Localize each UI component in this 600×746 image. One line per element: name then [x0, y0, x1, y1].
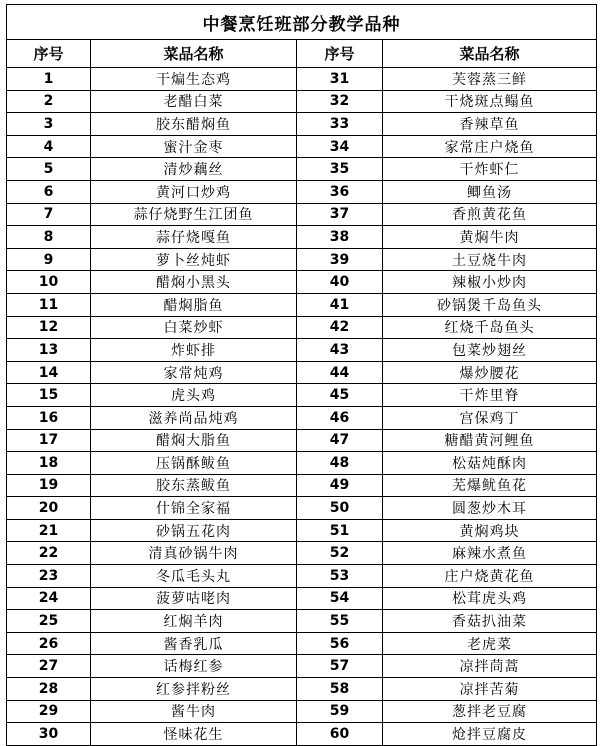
cell-seq-left: 8 — [7, 226, 91, 249]
table-row — [7, 90, 597, 113]
cell-seq-right: 60 — [297, 723, 383, 746]
cell-seq-left: 15 — [7, 384, 91, 407]
table-row — [7, 339, 597, 362]
cell-dish-right: 炝拌豆腐皮 — [383, 723, 597, 746]
cell-seq-left: 22 — [7, 542, 91, 565]
cell-dish-left: 压锅酥鲅鱼 — [91, 452, 297, 475]
cell-seq-left: 25 — [7, 610, 91, 633]
cell-dish-left: 怪味花生 — [91, 723, 297, 746]
cell-seq-left: 26 — [7, 632, 91, 655]
cell-dish-right: 麻辣水煮鱼 — [383, 542, 597, 565]
cell-seq-right: 31 — [297, 68, 383, 91]
cell-seq-left: 24 — [7, 587, 91, 610]
cell-dish-right: 干炸虾仁 — [383, 158, 597, 181]
cell-dish-right: 砂锅煲千岛鱼头 — [383, 293, 597, 316]
cell-dish-left: 菠萝咕咾肉 — [91, 587, 297, 610]
table-body — [7, 68, 597, 746]
cell-seq-right: 33 — [297, 113, 383, 136]
cell-dish-left: 酱牛肉 — [91, 700, 297, 723]
header-seq-left: 序号 — [7, 40, 91, 68]
cell-dish-left: 醋焖脂鱼 — [91, 293, 297, 316]
cell-dish-left: 酱香乳瓜 — [91, 632, 297, 655]
table-row — [7, 203, 597, 226]
cell-seq-left: 1 — [7, 68, 91, 91]
cell-dish-left: 干煸生态鸡 — [91, 68, 297, 91]
cell-dish-right: 圆葱炒木耳 — [383, 497, 597, 520]
cell-seq-right: 56 — [297, 632, 383, 655]
cell-dish-left: 老醋白菜 — [91, 90, 297, 113]
cell-dish-left: 话梅红参 — [91, 655, 297, 678]
cell-dish-right: 黄焖牛肉 — [383, 226, 597, 249]
cell-dish-left: 胶东醋焖鱼 — [91, 113, 297, 136]
cell-dish-right: 干炸里脊 — [383, 384, 597, 407]
cell-dish-left: 醋焖小黑头 — [91, 271, 297, 294]
table-row — [7, 361, 597, 384]
table-row — [7, 271, 597, 294]
cell-dish-right: 糖醋黄河鲤鱼 — [383, 429, 597, 452]
cell-seq-left: 11 — [7, 293, 91, 316]
cell-dish-left: 红焖羊肉 — [91, 610, 297, 633]
table-row — [7, 700, 597, 723]
cell-seq-left: 19 — [7, 474, 91, 497]
table-row — [7, 519, 597, 542]
header-dish-left: 菜品名称 — [91, 40, 297, 68]
table-row — [7, 542, 597, 565]
cell-seq-right: 48 — [297, 452, 383, 475]
cell-dish-right: 干烧斑点鳎鱼 — [383, 90, 597, 113]
cell-dish-right: 香煎黄花鱼 — [383, 203, 597, 226]
table-row — [7, 497, 597, 520]
cell-seq-right: 36 — [297, 180, 383, 203]
cell-seq-left: 20 — [7, 497, 91, 520]
table-row — [7, 406, 597, 429]
table-row — [7, 723, 597, 746]
cell-seq-left: 14 — [7, 361, 91, 384]
table-row — [7, 452, 597, 475]
cell-seq-right: 46 — [297, 406, 383, 429]
cell-dish-left: 白菜炒虾 — [91, 316, 297, 339]
table-row — [7, 293, 597, 316]
cell-seq-right: 49 — [297, 474, 383, 497]
cell-seq-left: 13 — [7, 339, 91, 362]
table-row — [7, 384, 597, 407]
cell-dish-right: 凉拌茼蒿 — [383, 655, 597, 678]
table-row — [7, 429, 597, 452]
table-row — [7, 655, 597, 678]
cell-dish-right: 芜爆鱿鱼花 — [383, 474, 597, 497]
cell-seq-right: 45 — [297, 384, 383, 407]
cell-seq-right: 57 — [297, 655, 383, 678]
cell-seq-right: 32 — [297, 90, 383, 113]
cell-dish-right: 松茸虎头鸡 — [383, 587, 597, 610]
menu-sheet — [6, 4, 596, 746]
table-row — [7, 587, 597, 610]
cell-dish-right: 香菇扒油菜 — [383, 610, 597, 633]
cell-seq-left: 21 — [7, 519, 91, 542]
cell-dish-left: 黄河口炒鸡 — [91, 180, 297, 203]
cell-dish-left: 清炒藕丝 — [91, 158, 297, 181]
cell-seq-left: 16 — [7, 406, 91, 429]
cell-seq-right: 54 — [297, 587, 383, 610]
cell-dish-right: 红烧千岛鱼头 — [383, 316, 597, 339]
cell-seq-left: 2 — [7, 90, 91, 113]
cell-seq-right: 39 — [297, 248, 383, 271]
cell-seq-right: 43 — [297, 339, 383, 362]
cell-dish-right: 爆炒腰花 — [383, 361, 597, 384]
table-row — [7, 678, 597, 701]
cell-dish-left: 冬瓜毛头丸 — [91, 565, 297, 588]
table-row — [7, 226, 597, 249]
cell-dish-right: 松菇炖酥肉 — [383, 452, 597, 475]
header-seq-right: 序号 — [297, 40, 383, 68]
cell-dish-right: 庄户烧黄花鱼 — [383, 565, 597, 588]
cell-seq-right: 40 — [297, 271, 383, 294]
cell-seq-left: 7 — [7, 203, 91, 226]
cell-seq-left: 30 — [7, 723, 91, 746]
cell-seq-left: 9 — [7, 248, 91, 271]
table-row — [7, 565, 597, 588]
cell-seq-right: 44 — [297, 361, 383, 384]
table-row — [7, 180, 597, 203]
cell-seq-right: 55 — [297, 610, 383, 633]
cell-seq-left: 28 — [7, 678, 91, 701]
table-row — [7, 68, 597, 91]
table-row — [7, 632, 597, 655]
cell-dish-left: 蜜汁金枣 — [91, 135, 297, 158]
header-dish-right: 菜品名称 — [383, 40, 597, 68]
cell-seq-left: 18 — [7, 452, 91, 475]
cell-seq-left: 6 — [7, 180, 91, 203]
cell-dish-left: 清真砂锅牛肉 — [91, 542, 297, 565]
cell-dish-right: 土豆烧牛肉 — [383, 248, 597, 271]
cell-seq-left: 10 — [7, 271, 91, 294]
cell-dish-left: 什锦全家福 — [91, 497, 297, 520]
cell-seq-right: 38 — [297, 226, 383, 249]
dish-table — [6, 4, 597, 746]
cell-seq-right: 37 — [297, 203, 383, 226]
cell-seq-right: 35 — [297, 158, 383, 181]
cell-seq-left: 17 — [7, 429, 91, 452]
cell-dish-right: 家常庄户烧鱼 — [383, 135, 597, 158]
table-row — [7, 474, 597, 497]
cell-dish-right: 老虎菜 — [383, 632, 597, 655]
cell-dish-right: 葱拌老豆腐 — [383, 700, 597, 723]
table-row — [7, 248, 597, 271]
table-title: 中餐烹饪班部分教学品种 — [7, 5, 597, 40]
cell-seq-right: 58 — [297, 678, 383, 701]
cell-dish-right: 凉拌苦菊 — [383, 678, 597, 701]
table-row — [7, 113, 597, 136]
cell-dish-left: 蒜仔烧野生江团鱼 — [91, 203, 297, 226]
cell-dish-left: 红参拌粉丝 — [91, 678, 297, 701]
cell-seq-right: 34 — [297, 135, 383, 158]
cell-dish-right: 宫保鸡丁 — [383, 406, 597, 429]
cell-seq-right: 52 — [297, 542, 383, 565]
cell-seq-right: 51 — [297, 519, 383, 542]
cell-dish-left: 砂锅五花肉 — [91, 519, 297, 542]
cell-seq-right: 42 — [297, 316, 383, 339]
cell-dish-left: 胶东蒸鲅鱼 — [91, 474, 297, 497]
cell-seq-left: 29 — [7, 700, 91, 723]
cell-dish-right: 辣椒小炒肉 — [383, 271, 597, 294]
cell-dish-left: 醋焖大脂鱼 — [91, 429, 297, 452]
cell-dish-left: 家常炖鸡 — [91, 361, 297, 384]
header-row — [7, 40, 597, 68]
cell-seq-left: 12 — [7, 316, 91, 339]
cell-dish-right: 包菜炒翅丝 — [383, 339, 597, 362]
cell-seq-right: 59 — [297, 700, 383, 723]
table-row — [7, 316, 597, 339]
cell-dish-left: 滋养尚品炖鸡 — [91, 406, 297, 429]
cell-dish-left: 炸虾排 — [91, 339, 297, 362]
cell-seq-left: 5 — [7, 158, 91, 181]
cell-seq-right: 41 — [297, 293, 383, 316]
cell-dish-right: 香辣草鱼 — [383, 113, 597, 136]
cell-dish-left: 萝卜丝炖虾 — [91, 248, 297, 271]
cell-seq-left: 23 — [7, 565, 91, 588]
cell-seq-left: 4 — [7, 135, 91, 158]
cell-seq-right: 53 — [297, 565, 383, 588]
cell-seq-right: 47 — [297, 429, 383, 452]
cell-dish-right: 鲫鱼汤 — [383, 180, 597, 203]
cell-dish-left: 虎头鸡 — [91, 384, 297, 407]
cell-dish-right: 芙蓉蒸三鲜 — [383, 68, 597, 91]
table-row — [7, 610, 597, 633]
cell-seq-left: 27 — [7, 655, 91, 678]
cell-seq-right: 50 — [297, 497, 383, 520]
cell-dish-left: 蒜仔烧嘎鱼 — [91, 226, 297, 249]
cell-seq-left: 3 — [7, 113, 91, 136]
table-row — [7, 158, 597, 181]
table-row — [7, 135, 597, 158]
cell-dish-right: 黄焖鸡块 — [383, 519, 597, 542]
